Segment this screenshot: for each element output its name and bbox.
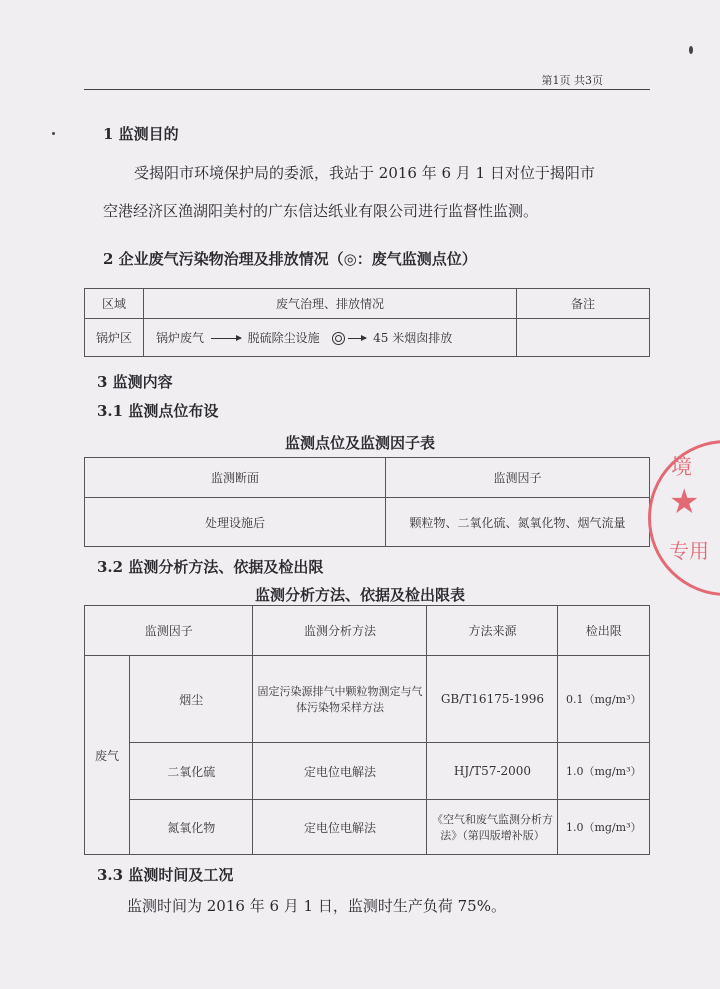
header-cell: 监测因子	[386, 458, 650, 498]
header-cell: 监测分析方法	[253, 606, 427, 656]
header-cell: 废气治理、排放情况	[144, 289, 517, 319]
limit-cell: 0.1（mg/m³）	[558, 656, 650, 743]
arrow-right-icon	[211, 338, 241, 339]
header-cell: 监测因子	[85, 606, 253, 656]
header-cell: 区域	[85, 289, 144, 319]
table-row	[85, 743, 650, 800]
header-cell: 备注	[517, 289, 650, 319]
header-cell: 监测断面	[85, 458, 386, 498]
limit-cell: 1.0（mg/m³）	[558, 800, 650, 855]
stamp-text-bottom: 专用	[669, 539, 709, 563]
scan-speck	[52, 132, 55, 135]
table-row	[85, 498, 650, 547]
table-header-row	[85, 458, 650, 498]
header-rule	[84, 89, 650, 90]
factor-cell: 二氧化硫	[130, 743, 253, 800]
method-cell: 定电位电解法	[253, 800, 427, 855]
stamp-text-top: 境	[671, 455, 692, 479]
source-cell: HJ/T57-2000	[427, 743, 558, 800]
method-cell: 固定污染源排气中颗粒物测定与气体污染物采样方法	[253, 656, 427, 743]
header-cell: 检出限	[558, 606, 650, 656]
emission-table	[84, 288, 650, 357]
scan-speck	[689, 46, 693, 54]
note-cell	[517, 319, 650, 357]
section-3-title: 3 监测内容	[97, 373, 173, 391]
page-number: 第1页 共3页	[541, 74, 603, 87]
star-icon: ★	[669, 482, 700, 522]
table-cell: 处理设施后	[85, 498, 386, 547]
source-cell: GB/T16175-1996	[427, 656, 558, 743]
monitoring-point-icon	[332, 332, 345, 345]
table-header-row	[85, 606, 650, 656]
source-cell: 《空气和废气监测分析方法》（第四版增补版）	[427, 800, 558, 855]
flow-step-3: 45 米烟囱排放	[373, 331, 453, 345]
table-cell: 颗粒物、二氧化硫、氮氧化物、烟气流量	[386, 498, 650, 547]
category-cell: 废气	[85, 656, 130, 855]
section-1-para-line1: 受揭阳市环境保护局的委派，我站于 2016 年 6 月 1 日对位于揭阳市	[134, 164, 595, 182]
section-1-title: 1 监测目的	[103, 125, 179, 143]
area-cell: 锅炉区	[85, 319, 144, 357]
section-3-1-title: 3.1 监测点位布设	[97, 402, 219, 420]
table-caption: 监测分析方法、依据及检出限表	[254, 586, 465, 604]
method-table	[84, 605, 650, 855]
section-2-title: 2 企业废气污染物治理及排放情况（◎：废气监测点位）	[103, 250, 477, 268]
table-row	[85, 800, 650, 855]
official-stamp	[648, 440, 720, 596]
section-3-3-title: 3.3 监测时间及工况	[97, 866, 234, 884]
section-1-para-line2: 空港经济区渔湖阳美村的广东信达纸业有限公司进行监督性监测。	[103, 202, 539, 220]
factor-cell: 烟尘	[130, 656, 253, 743]
table-header-row	[85, 289, 650, 319]
monitoring-points-table	[84, 457, 650, 547]
flow-cell	[144, 319, 517, 357]
flow-step-1: 锅炉废气	[156, 331, 205, 345]
table-row	[85, 656, 650, 743]
arrow-right-icon	[348, 338, 366, 339]
table-row	[85, 319, 650, 357]
limit-cell: 1.0（mg/m³）	[558, 743, 650, 800]
section-3-2-title: 3.2 监测分析方法、依据及检出限	[97, 558, 324, 576]
section-3-3-para: 监测时间为 2016 年 6 月 1 日，监测时生产负荷 75%。	[127, 897, 506, 915]
table-caption: 监测点位及监测因子表	[284, 434, 435, 452]
header-cell: 方法来源	[427, 606, 558, 656]
factor-cell: 氮氧化物	[130, 800, 253, 855]
flow-step-2: 脱硫除尘设施	[247, 331, 320, 345]
method-cell: 定电位电解法	[253, 743, 427, 800]
